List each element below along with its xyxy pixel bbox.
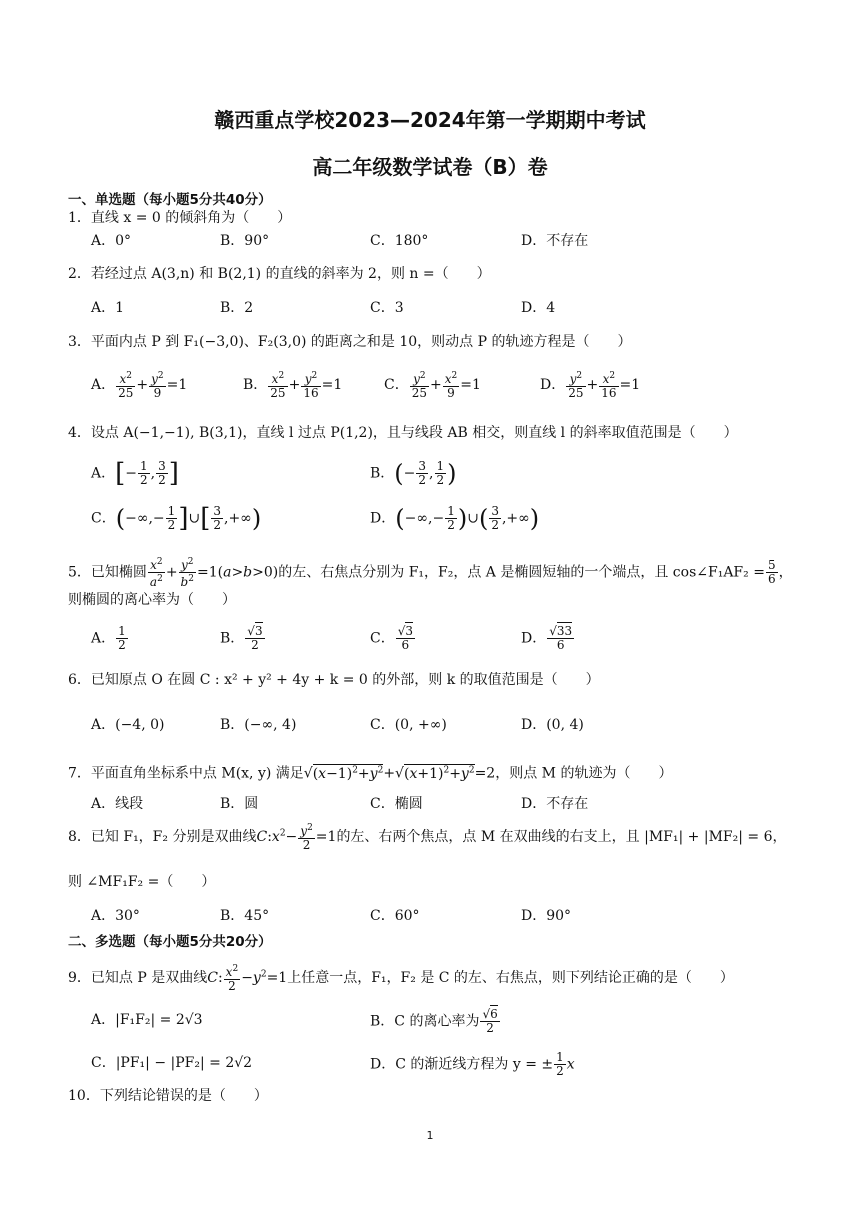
question-3-stem: 3．平面内点 P 到 F₁(−3,0)、F₂(3,0) 的距离之和是 10，则动点 P 的轨迹方程是（ ）: [68, 334, 632, 350]
question-8-stem: 8．已知 F₁，F₂ 分别是双曲线$C:x^2-$ $\frac{y^2}{2}$ =1的左、右两个焦点，点 M 在双曲线的右支上，且 |MF₁| + |MF₂| = 6，: [68, 823, 787, 852]
section-single-choice: 一、单选题（每小题5分共40分）: [68, 192, 272, 208]
question-1-option-c: C．180°: [370, 233, 429, 249]
question-5-option-a: A． $\frac{1}{2}$: [91, 624, 126, 652]
question-9-option-c: C．|PF₁| − |PF₂| = 2√2: [91, 1055, 253, 1071]
question-1-option-b: B．90°: [220, 233, 270, 249]
question-8-option-c: C．60°: [370, 908, 420, 924]
question-4-option-b: B．(− $\frac{3}{2}$ , $\frac{1}{2}$ ): [370, 459, 457, 488]
question-1-stem: 1．直线 x = 0 的倾斜角为（ ）: [68, 210, 292, 226]
question-6-stem: 6．已知原点 O 在圆 C : x² + y² + 4y + k = 0 的外部，则 k 的取值范围是（ ）: [68, 672, 600, 688]
question-6-option-c: C．(0, +∞): [370, 717, 447, 733]
question-3-option-d: D． $\frac{y^2}{25}$ + $\frac{x^2}{16}$ =1: [540, 371, 641, 400]
question-9-option-a: A．|F₁F₂| = 2√3: [91, 1012, 203, 1028]
question-9-stem: 9．已知点 P 是双曲线C: $\frac{x^2}{2}$ $-y^2=1$上任意一点，F₁，F₂ 是 C 的左、右焦点，则下列结论正确的是（ ）: [68, 964, 734, 993]
question-5-stem: 5．已知椭圆 $\frac{x^2}{a^2}$ + $\frac{y^2}{b^2}$ =1(a>b>0)的左、右焦点分别为 F₁，F₂，点 A 是椭圆短轴的一个端点，且 cos∠F₁AF₂ = $\frac{5}{6}$ ，: [68, 557, 793, 589]
question-7-option-c: C．椭圆: [370, 796, 423, 812]
question-5-option-b: B． $\frac{√3}{2}$: [220, 624, 263, 652]
page-number: 1: [426, 1129, 434, 1142]
question-7-option-a: A．线段: [91, 796, 144, 812]
question-5-option-d: D． $\frac{√33}{6}$: [521, 624, 573, 652]
question-7-option-d: D．不存在: [521, 796, 589, 812]
question-2-option-d: D．4: [521, 300, 556, 316]
question-10-stem: 10．下列结论错误的是（ ）: [68, 1088, 268, 1104]
question-9-option-b: B．C 的离心率为 $\frac{√6}{2}$: [370, 1007, 498, 1035]
question-4-option-c: C．(−∞,− $\frac{1}{2}$ ]∪[ $\frac{3}{2}$ ,+∞): [91, 503, 262, 534]
question-8-option-d: D．90°: [521, 908, 572, 924]
question-2-option-b: B．2: [220, 300, 254, 316]
question-2-stem: 2．若经过点 A(3,n) 和 B(2,1) 的直线的斜率为 2，则 n =（ ）: [68, 266, 491, 282]
question-7-option-b: B．圆: [220, 796, 259, 812]
question-9-option-d: D．C 的渐近线方程为 y = ± $\frac{1}{2}$ x: [370, 1050, 575, 1078]
question-6-option-a: A．(−4, 0): [91, 717, 165, 733]
question-7-stem: 7．平面直角坐标系中点 M(x, y) 满足$√(x-1)^2+y^2+√(x+1)^2+y^2=2$，则点 M 的轨迹为（ ）: [68, 765, 673, 782]
section-multiple-choice: 二、多选题（每小题5分共20分）: [68, 934, 272, 950]
question-5-stem-line2: 则椭圆的离心率为（ ）: [68, 592, 236, 608]
question-3-option-c: C． $\frac{y^2}{25}$ + $\frac{x^2}{9}$ =1: [384, 371, 481, 400]
question-6-option-b: B．(−∞, 4): [220, 717, 297, 733]
question-5-option-c: C． $\frac{√3}{6}$: [370, 624, 414, 652]
question-4-option-a: A．[− $\frac{1}{2}$ , $\frac{3}{2}$ ]: [91, 458, 179, 489]
question-8-option-a: A．30°: [91, 908, 140, 924]
question-3-option-b: B． $\frac{x^2}{25}$ + $\frac{y^2}{16}$ =1: [243, 371, 343, 400]
question-1-option-a: A．0°: [91, 233, 132, 249]
question-2-option-a: A．1: [91, 300, 125, 316]
question-6-option-d: D．(0, 4): [521, 717, 584, 733]
exam-subtitle: 高二年级数学试卷（B）卷: [312, 155, 548, 179]
question-4-option-d: D．(−∞,− $\frac{1}{2}$ )∪( $\frac{3}{2}$ ,+∞): [370, 504, 540, 533]
question-8-option-b: B．45°: [220, 908, 270, 924]
question-3-option-a: A． $\frac{x^2}{25}$ + $\frac{y^2}{9}$ =1: [91, 371, 188, 400]
question-8-stem-line2: 则 ∠MF₁F₂ =（ ）: [68, 874, 216, 890]
question-4-stem: 4．设点 A(−1,−1), B(3,1)，直线 l 过点 P(1,2)，且与线段 AB 相交，则直线 l 的斜率取值范围是（ ）: [68, 425, 738, 441]
question-1-option-d: D．不存在: [521, 233, 589, 249]
question-2-option-c: C．3: [370, 300, 404, 316]
exam-title: 赣西重点学校2023—2024年第一学期期中考试: [214, 108, 646, 132]
